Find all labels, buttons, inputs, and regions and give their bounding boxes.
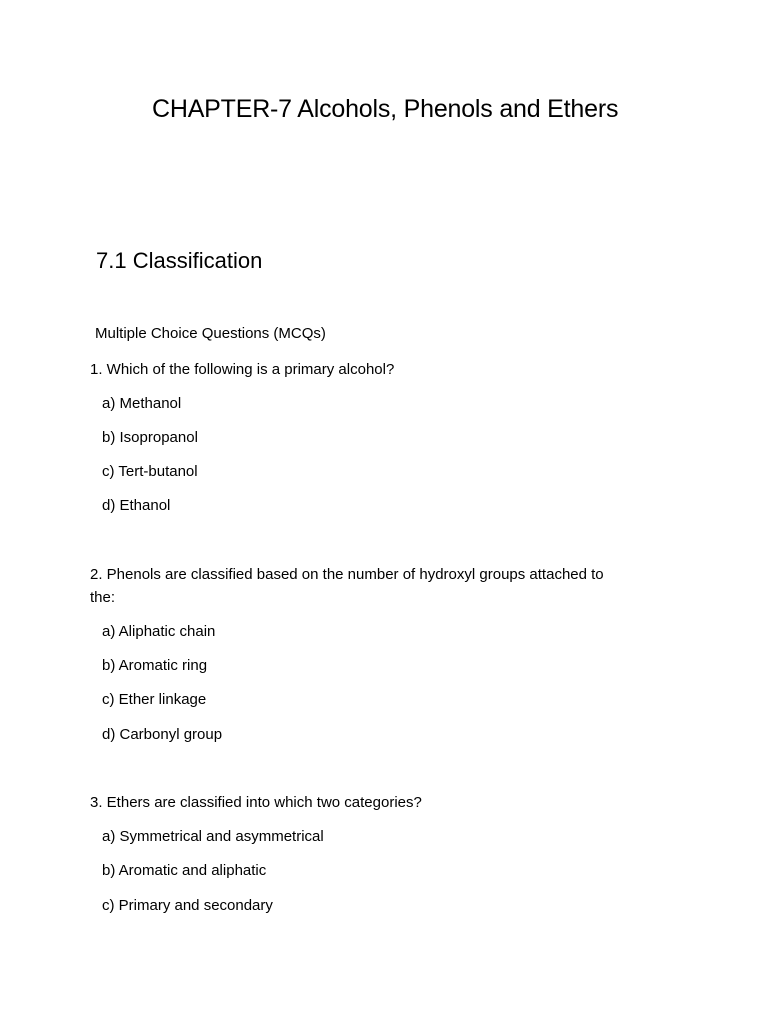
question-2-option-a: a) Aliphatic chain bbox=[102, 623, 216, 640]
chapter-title: CHAPTER-7 Alcohols, Phenols and Ethers bbox=[152, 95, 619, 123]
question-2-text-line-2: the: bbox=[90, 589, 116, 606]
question-2-option-b: b) Aromatic ring bbox=[102, 657, 208, 674]
section-title: 7.1 Classification bbox=[96, 248, 263, 273]
question-2-text-line-1: 2. Phenols are classified based on the number of hydroxyl groups attached to bbox=[90, 566, 604, 583]
question-1-option-b: b) Isopropanol bbox=[102, 429, 198, 446]
question-1-option-a: a) Methanol bbox=[102, 395, 182, 412]
question-3-option-b: b) Aromatic and aliphatic bbox=[102, 862, 267, 879]
question-2-option-c: c) Ether linkage bbox=[102, 691, 207, 708]
question-3-option-c: c) Primary and secondary bbox=[102, 897, 273, 914]
question-3-option-a: a) Symmetrical and asymmetrical bbox=[102, 828, 324, 845]
question-1-option-d: d) Ethanol bbox=[102, 497, 171, 514]
question-3-text: 3. Ethers are classified into which two categories? bbox=[90, 794, 422, 811]
mcq-heading: Multiple Choice Questions (MCQs) bbox=[95, 325, 326, 342]
question-1-option-c: c) Tert-butanol bbox=[102, 463, 198, 480]
question-2-option-d: d) Carbonyl group bbox=[102, 726, 223, 743]
question-1-text: 1. Which of the following is a primary alcohol? bbox=[90, 361, 395, 378]
